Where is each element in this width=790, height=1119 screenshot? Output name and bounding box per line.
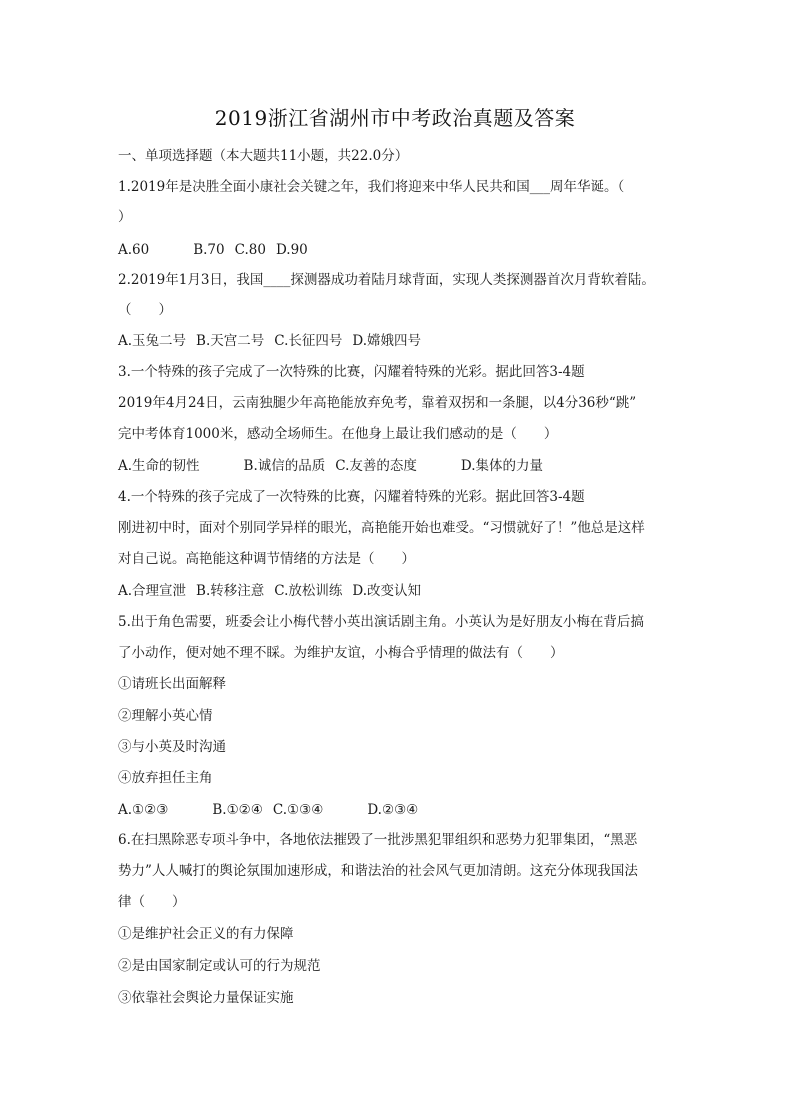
q5-item-1: ①请班长出面解释 — [118, 676, 226, 692]
q3-option-d: D.集体的力量 — [460, 458, 544, 474]
q3-options — [118, 456, 678, 476]
q4-stem: 刚进初中时，面对个别同学异样的眼光，高艳能开始也难受。“习惯就好了！”他总是这样 — [118, 520, 645, 536]
q6-stem-cont-2: 律（ ） — [118, 894, 186, 910]
q6-item-3: ③依靠社会舆论力量保证实施 — [118, 990, 294, 1006]
q1-option-a: A.60 — [118, 242, 150, 258]
q4-stem-cont: 对自己说。高艳能这种调节情绪的方法是（ ） — [118, 551, 415, 567]
q6-stem: 6.在扫黑除恶专项斗争中，各地依法摧毁了一批涉黑犯罪组织和恶势力犯罪集团，“黑恶 — [118, 832, 638, 848]
q4-option-c: C.放松训练 — [274, 583, 343, 599]
q4-options — [118, 581, 678, 601]
q6-item-1: ①是维护社会正义的有力保障 — [118, 926, 294, 942]
q5-option-a: A.①②③ — [118, 802, 169, 818]
q5-item-2: ②理解小英心情 — [118, 708, 213, 724]
q3-intro: 3.一个特殊的孩子完成了一次特殊的比赛，闪耀着特殊的光彩。据此回答3-4题 — [118, 364, 585, 380]
q5-stem-cont: 了小动作，便对她不理不睬。为维护友谊，小梅合乎情理的做法有（ ） — [118, 645, 564, 661]
q3-option-a: A.生命的韧性 — [118, 458, 200, 474]
q2-options — [118, 331, 678, 351]
q1-stem: 1.2019年是决胜全面小康社会关键之年，我们将迎来中华人民共和国___周年华诞。（ — [118, 179, 625, 195]
q2-stem: 2.2019年1月3日，我国____探测器成功着陆月球背面，实现人类探测器首次月背软着陆。 — [118, 272, 655, 288]
q1-option-d: D.90 — [275, 242, 308, 258]
q4-option-d: D.改变认知 — [352, 583, 422, 599]
q3-stem: 2019年4月24日，云南独腿少年高艳能放弃免考，靠着双拐和一条腿，以4分36秒“跳” — [118, 395, 637, 411]
page-title: 2019浙江省湖州市中考政治真题及答案 — [214, 106, 576, 130]
q1-option-b: B.70 — [193, 242, 225, 258]
q1-stem-cont: ） — [118, 209, 132, 225]
q5-options — [118, 800, 678, 820]
q5-option-b: B.①②④ — [212, 802, 263, 818]
q4-intro: 4.一个特殊的孩子完成了一次特殊的比赛，闪耀着特殊的光彩。据此回答3-4题 — [118, 489, 585, 505]
q2-option-d: D.嫦娥四号 — [352, 333, 422, 349]
q6-item-2: ②是由国家制定或认可的行为规范 — [118, 958, 321, 974]
q2-stem-cont: （ ） — [118, 302, 172, 318]
section-heading: 一、单项选择题（本大题共11小题，共22.0分） — [118, 148, 409, 164]
q5-stem: 5.出于角色需要，班委会让小梅代替小英出演话剧主角。小英认为是好朋友小梅在背后搞 — [118, 614, 644, 630]
q3-option-c: C.友善的态度 — [335, 458, 417, 474]
q4-option-a: A.合理宣泄 — [118, 583, 187, 599]
q6-stem-cont: 势力”人人喊打的舆论氛围加速形成，和谐法治的社会风气更加清朗。这充分体现我国法 — [118, 863, 638, 879]
q1-options — [118, 240, 678, 260]
q4-option-b: B.转移注意 — [196, 583, 265, 599]
q2-option-c: C.长征四号 — [274, 333, 343, 349]
q3-option-b: B.诚信的品质 — [243, 458, 326, 474]
q5-item-3: ③与小英及时沟通 — [118, 739, 226, 755]
q5-option-d: D.②③④ — [367, 802, 419, 818]
q3-stem-cont: 完中考体育1000米，感动全场师生。在他身上最让我们感动的是（ ） — [118, 426, 558, 442]
q2-option-a: A.玉兔二号 — [118, 333, 187, 349]
q5-option-c: C.①③④ — [272, 802, 324, 818]
q2-option-b: B.天宫二号 — [196, 333, 265, 349]
q5-item-4: ④放弃担任主角 — [118, 770, 213, 786]
q1-option-c: C.80 — [234, 242, 266, 258]
